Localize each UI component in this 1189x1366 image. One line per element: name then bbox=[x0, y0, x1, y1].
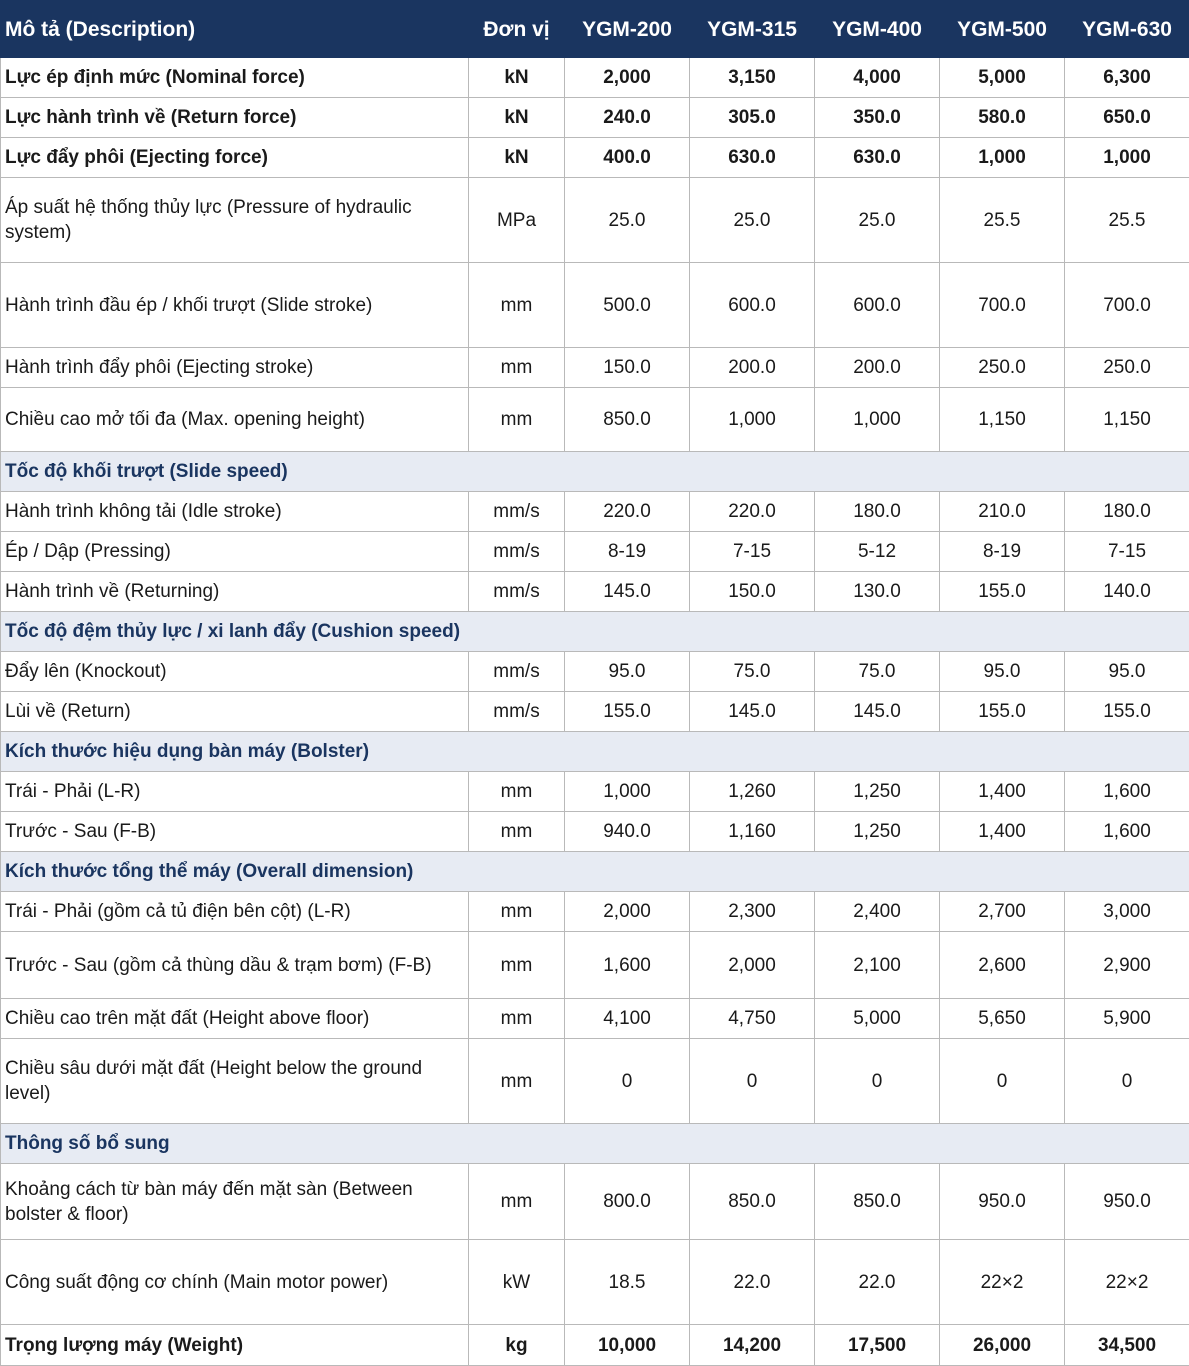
value-cell: 0 bbox=[940, 1039, 1065, 1124]
row-unit: mm bbox=[469, 932, 565, 999]
value-cell: 1,600 bbox=[1065, 772, 1189, 812]
value-cell: 18.5 bbox=[565, 1240, 690, 1325]
header-model: YGM-500 bbox=[940, 1, 1065, 58]
row-unit: mm/s bbox=[469, 692, 565, 732]
value-cell: 150.0 bbox=[565, 348, 690, 388]
row-label: Hành trình về (Returning) bbox=[1, 572, 469, 612]
value-cell: 600.0 bbox=[815, 263, 940, 348]
row-label: Hành trình không tải (Idle stroke) bbox=[1, 492, 469, 532]
value-cell: 3,150 bbox=[690, 58, 815, 98]
value-cell: 2,600 bbox=[940, 932, 1065, 999]
row-unit: kg bbox=[469, 1325, 565, 1366]
table-row bbox=[1, 98, 1189, 138]
value-cell: 1,160 bbox=[690, 812, 815, 852]
value-cell: 5,000 bbox=[940, 58, 1065, 98]
section-row bbox=[1, 1124, 1189, 1164]
table-row bbox=[1, 652, 1189, 692]
value-cell: 22.0 bbox=[690, 1240, 815, 1325]
value-cell: 5,900 bbox=[1065, 999, 1189, 1039]
table-row bbox=[1, 1325, 1189, 1366]
value-cell: 400.0 bbox=[565, 138, 690, 178]
table-row bbox=[1, 532, 1189, 572]
value-cell: 220.0 bbox=[565, 492, 690, 532]
value-cell: 850.0 bbox=[565, 388, 690, 452]
table-row bbox=[1, 892, 1189, 932]
value-cell: 2,000 bbox=[565, 58, 690, 98]
row-unit: mm bbox=[469, 1039, 565, 1124]
value-cell: 7-15 bbox=[1065, 532, 1189, 572]
table-row bbox=[1, 58, 1189, 98]
section-row bbox=[1, 452, 1189, 492]
value-cell: 25.5 bbox=[940, 178, 1065, 263]
value-cell: 250.0 bbox=[1065, 348, 1189, 388]
row-label: Lực hành trình về (Return force) bbox=[1, 98, 469, 138]
value-cell: 950.0 bbox=[1065, 1164, 1189, 1240]
value-cell: 1,150 bbox=[1065, 388, 1189, 452]
row-label: Khoảng cách từ bàn máy đến mặt sàn (Between bolster & floor) bbox=[1, 1164, 469, 1240]
value-cell: 4,100 bbox=[565, 999, 690, 1039]
value-cell: 2,000 bbox=[690, 932, 815, 999]
row-unit: mm bbox=[469, 1164, 565, 1240]
value-cell: 1,600 bbox=[565, 932, 690, 999]
row-label: Chiều cao trên mặt đất (Height above floor) bbox=[1, 999, 469, 1039]
header-model: YGM-315 bbox=[690, 1, 815, 58]
header-model: YGM-400 bbox=[815, 1, 940, 58]
section-title: Thông số bổ sung bbox=[1, 1124, 1189, 1164]
value-cell: 1,250 bbox=[815, 812, 940, 852]
row-label: Trọng lượng máy (Weight) bbox=[1, 1325, 469, 1366]
value-cell: 800.0 bbox=[565, 1164, 690, 1240]
value-cell: 7-15 bbox=[690, 532, 815, 572]
row-label: Trước - Sau (gồm cả thùng dầu & trạm bơm) (F-B) bbox=[1, 932, 469, 999]
value-cell: 630.0 bbox=[815, 138, 940, 178]
value-cell: 2,400 bbox=[815, 892, 940, 932]
table-row bbox=[1, 1240, 1189, 1325]
table-row bbox=[1, 138, 1189, 178]
row-unit: mm bbox=[469, 388, 565, 452]
value-cell: 0 bbox=[815, 1039, 940, 1124]
row-label: Lùi về (Return) bbox=[1, 692, 469, 732]
value-cell: 1,400 bbox=[940, 772, 1065, 812]
value-cell: 0 bbox=[690, 1039, 815, 1124]
row-unit: mm bbox=[469, 772, 565, 812]
value-cell: 180.0 bbox=[815, 492, 940, 532]
value-cell: 22×2 bbox=[940, 1240, 1065, 1325]
value-cell: 6,300 bbox=[1065, 58, 1189, 98]
value-cell: 25.0 bbox=[815, 178, 940, 263]
header-model: YGM-200 bbox=[565, 1, 690, 58]
value-cell: 14,200 bbox=[690, 1325, 815, 1366]
value-cell: 700.0 bbox=[940, 263, 1065, 348]
spec-body bbox=[1, 58, 1189, 1366]
value-cell: 22.0 bbox=[815, 1240, 940, 1325]
table-row bbox=[1, 263, 1189, 348]
row-label: Công suất động cơ chính (Main motor power) bbox=[1, 1240, 469, 1325]
section-title: Kích thước hiệu dụng bàn máy (Bolster) bbox=[1, 732, 1189, 772]
value-cell: 5,650 bbox=[940, 999, 1065, 1039]
value-cell: 210.0 bbox=[940, 492, 1065, 532]
value-cell: 630.0 bbox=[690, 138, 815, 178]
table-row bbox=[1, 1164, 1189, 1240]
value-cell: 17,500 bbox=[815, 1325, 940, 1366]
value-cell: 1,260 bbox=[690, 772, 815, 812]
row-label: Ép / Dập (Pressing) bbox=[1, 532, 469, 572]
value-cell: 10,000 bbox=[565, 1325, 690, 1366]
value-cell: 2,900 bbox=[1065, 932, 1189, 999]
value-cell: 4,750 bbox=[690, 999, 815, 1039]
value-cell: 145.0 bbox=[690, 692, 815, 732]
value-cell: 5,000 bbox=[815, 999, 940, 1039]
row-label: Trước - Sau (F-B) bbox=[1, 812, 469, 852]
value-cell: 200.0 bbox=[690, 348, 815, 388]
value-cell: 500.0 bbox=[565, 263, 690, 348]
value-cell: 26,000 bbox=[940, 1325, 1065, 1366]
row-label: Lực ép định mức (Nominal force) bbox=[1, 58, 469, 98]
row-label: Áp suất hệ thống thủy lực (Pressure of hydraulic system) bbox=[1, 178, 469, 263]
section-title: Tốc độ khối trượt (Slide speed) bbox=[1, 452, 1189, 492]
table-row bbox=[1, 492, 1189, 532]
row-label: Chiều sâu dưới mặt đất (Height below the ground level) bbox=[1, 1039, 469, 1124]
value-cell: 75.0 bbox=[690, 652, 815, 692]
value-cell: 145.0 bbox=[565, 572, 690, 612]
value-cell: 0 bbox=[565, 1039, 690, 1124]
value-cell: 5-12 bbox=[815, 532, 940, 572]
value-cell: 0 bbox=[1065, 1039, 1189, 1124]
value-cell: 940.0 bbox=[565, 812, 690, 852]
row-unit: kN bbox=[469, 98, 565, 138]
value-cell: 4,000 bbox=[815, 58, 940, 98]
value-cell: 700.0 bbox=[1065, 263, 1189, 348]
value-cell: 2,100 bbox=[815, 932, 940, 999]
row-unit: mm/s bbox=[469, 492, 565, 532]
value-cell: 25.0 bbox=[690, 178, 815, 263]
section-row bbox=[1, 852, 1189, 892]
table-row bbox=[1, 999, 1189, 1039]
row-unit: mm/s bbox=[469, 532, 565, 572]
value-cell: 8-19 bbox=[940, 532, 1065, 572]
row-label: Trái - Phải (gồm cả tủ điện bên cột) (L-R) bbox=[1, 892, 469, 932]
value-cell: 1,000 bbox=[815, 388, 940, 452]
value-cell: 850.0 bbox=[815, 1164, 940, 1240]
table-row bbox=[1, 388, 1189, 452]
row-unit: mm bbox=[469, 812, 565, 852]
value-cell: 1,000 bbox=[940, 138, 1065, 178]
value-cell: 1,250 bbox=[815, 772, 940, 812]
row-label: Hành trình đầu ép / khối trượt (Slide stroke) bbox=[1, 263, 469, 348]
row-label: Hành trình đẩy phôi (Ejecting stroke) bbox=[1, 348, 469, 388]
value-cell: 305.0 bbox=[690, 98, 815, 138]
value-cell: 1,000 bbox=[565, 772, 690, 812]
value-cell: 155.0 bbox=[940, 572, 1065, 612]
table-row bbox=[1, 348, 1189, 388]
value-cell: 1,150 bbox=[940, 388, 1065, 452]
section-row bbox=[1, 612, 1189, 652]
header-unit: Đơn vị bbox=[469, 1, 565, 58]
row-unit: MPa bbox=[469, 178, 565, 263]
value-cell: 95.0 bbox=[940, 652, 1065, 692]
value-cell: 22×2 bbox=[1065, 1240, 1189, 1325]
header-model: YGM-630 bbox=[1065, 1, 1189, 58]
value-cell: 8-19 bbox=[565, 532, 690, 572]
table-row bbox=[1, 772, 1189, 812]
value-cell: 1,600 bbox=[1065, 812, 1189, 852]
value-cell: 950.0 bbox=[940, 1164, 1065, 1240]
value-cell: 1,000 bbox=[690, 388, 815, 452]
value-cell: 650.0 bbox=[1065, 98, 1189, 138]
value-cell: 34,500 bbox=[1065, 1325, 1189, 1366]
value-cell: 220.0 bbox=[690, 492, 815, 532]
row-unit: mm/s bbox=[469, 572, 565, 612]
value-cell: 350.0 bbox=[815, 98, 940, 138]
table-row bbox=[1, 178, 1189, 263]
value-cell: 1,000 bbox=[1065, 138, 1189, 178]
row-label: Chiều cao mở tối đa (Max. opening height) bbox=[1, 388, 469, 452]
value-cell: 180.0 bbox=[1065, 492, 1189, 532]
value-cell: 2,300 bbox=[690, 892, 815, 932]
value-cell: 140.0 bbox=[1065, 572, 1189, 612]
header-row bbox=[1, 1, 1189, 58]
header-description: Mô tả (Description) bbox=[1, 1, 469, 58]
value-cell: 25.0 bbox=[565, 178, 690, 263]
section-title: Kích thước tổng thể máy (Overall dimension) bbox=[1, 852, 1189, 892]
table-row bbox=[1, 692, 1189, 732]
value-cell: 3,000 bbox=[1065, 892, 1189, 932]
row-unit: kN bbox=[469, 138, 565, 178]
value-cell: 95.0 bbox=[1065, 652, 1189, 692]
value-cell: 580.0 bbox=[940, 98, 1065, 138]
table-row bbox=[1, 812, 1189, 852]
value-cell: 2,700 bbox=[940, 892, 1065, 932]
value-cell: 240.0 bbox=[565, 98, 690, 138]
row-unit: mm bbox=[469, 348, 565, 388]
value-cell: 145.0 bbox=[815, 692, 940, 732]
table-row bbox=[1, 932, 1189, 999]
value-cell: 1,400 bbox=[940, 812, 1065, 852]
value-cell: 155.0 bbox=[1065, 692, 1189, 732]
row-label: Trái - Phải (L-R) bbox=[1, 772, 469, 812]
value-cell: 850.0 bbox=[690, 1164, 815, 1240]
row-unit: mm/s bbox=[469, 652, 565, 692]
value-cell: 155.0 bbox=[940, 692, 1065, 732]
row-unit: mm bbox=[469, 892, 565, 932]
section-title: Tốc độ đệm thủy lực / xi lanh đẩy (Cushion speed) bbox=[1, 612, 1189, 652]
value-cell: 155.0 bbox=[565, 692, 690, 732]
table-row bbox=[1, 1039, 1189, 1124]
section-row bbox=[1, 732, 1189, 772]
value-cell: 130.0 bbox=[815, 572, 940, 612]
row-unit: mm bbox=[469, 999, 565, 1039]
value-cell: 2,000 bbox=[565, 892, 690, 932]
value-cell: 600.0 bbox=[690, 263, 815, 348]
value-cell: 25.5 bbox=[1065, 178, 1189, 263]
value-cell: 250.0 bbox=[940, 348, 1065, 388]
row-unit: mm bbox=[469, 263, 565, 348]
row-label: Lực đẩy phôi (Ejecting force) bbox=[1, 138, 469, 178]
row-label: Đẩy lên (Knockout) bbox=[1, 652, 469, 692]
value-cell: 150.0 bbox=[690, 572, 815, 612]
row-unit: kW bbox=[469, 1240, 565, 1325]
value-cell: 200.0 bbox=[815, 348, 940, 388]
value-cell: 95.0 bbox=[565, 652, 690, 692]
table-row bbox=[1, 572, 1189, 612]
row-unit: kN bbox=[469, 58, 565, 98]
value-cell: 75.0 bbox=[815, 652, 940, 692]
